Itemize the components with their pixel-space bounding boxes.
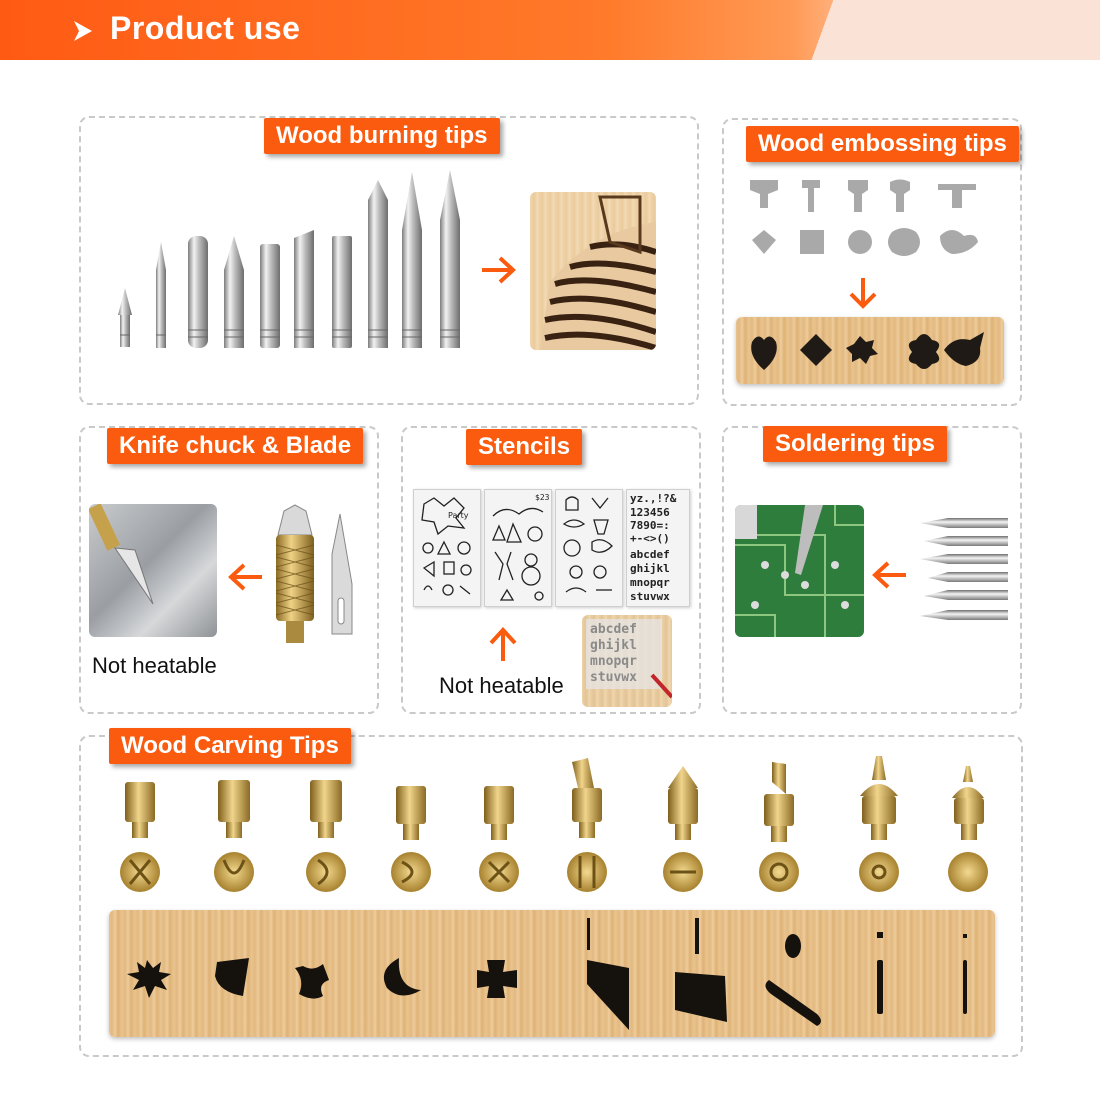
embossing-tips-illustration (748, 180, 988, 270)
arrow-left-icon (872, 560, 908, 590)
carving-shapes (109, 910, 995, 1037)
svg-text:abcdef: abcdef (590, 622, 637, 637)
soldering-label: Soldering tips (763, 426, 947, 462)
stencils-label: Stencils (466, 429, 582, 465)
soldering-tips-illustration (918, 512, 1012, 630)
svg-text:7890=:: 7890=: (630, 519, 670, 532)
knife-chuck-illustration (270, 505, 320, 645)
svg-text:abcdef: abcdef (630, 548, 670, 561)
circuit-board-image (735, 505, 864, 637)
stencil-sheet-halloween (555, 489, 623, 607)
stencil-price-badge: $23 (535, 493, 550, 502)
knife-cutting-image (89, 504, 217, 637)
stencil-sheet-party (413, 489, 481, 607)
svg-text:ghijkl: ghijkl (590, 638, 637, 653)
arrow-down-icon (848, 276, 878, 308)
blade-illustration (328, 514, 354, 638)
svg-text:Party: Party (448, 511, 469, 520)
chevron-right-icon (72, 19, 94, 43)
header-decoration (770, 0, 1100, 60)
svg-text:123456: 123456 (630, 506, 670, 519)
svg-text:stuvwx: stuvwx (630, 590, 670, 603)
arrow-right-icon (480, 255, 516, 285)
wood-burning-label: Wood burning tips (264, 118, 500, 154)
svg-text:ghijkl: ghijkl (630, 562, 670, 575)
stencil-sheet-christmas (484, 489, 552, 607)
arrow-up-icon (488, 627, 518, 663)
stencils-not-heatable-note: Not heatable (439, 673, 564, 698)
zebra-woodburn-image (530, 192, 656, 350)
svg-text:+-<>(): +-<>() (630, 532, 670, 545)
svg-text:yz.,!?&: yz.,!?& (630, 492, 677, 505)
arrow-left-icon (228, 562, 264, 592)
stencil-in-use-image (582, 615, 672, 707)
page-title: Product use (110, 10, 301, 46)
knife-not-heatable-note: Not heatable (92, 653, 217, 678)
stencil-sheet-alphabet (626, 489, 690, 607)
burning-tips-illustration (110, 170, 470, 355)
knife-label: Knife chuck & Blade (107, 428, 363, 464)
svg-text:stuvwx: stuvwx (590, 670, 637, 685)
embossing-shapes (744, 326, 994, 376)
carving-tips-illustration (110, 752, 1000, 897)
header-banner (0, 0, 1100, 60)
wood-carving-label: Wood Carving Tips (109, 728, 351, 764)
wood-embossing-label: Wood embossing tips (746, 126, 1019, 162)
svg-text:mnopqr: mnopqr (630, 576, 670, 589)
svg-text:mnopqr: mnopqr (590, 654, 637, 669)
